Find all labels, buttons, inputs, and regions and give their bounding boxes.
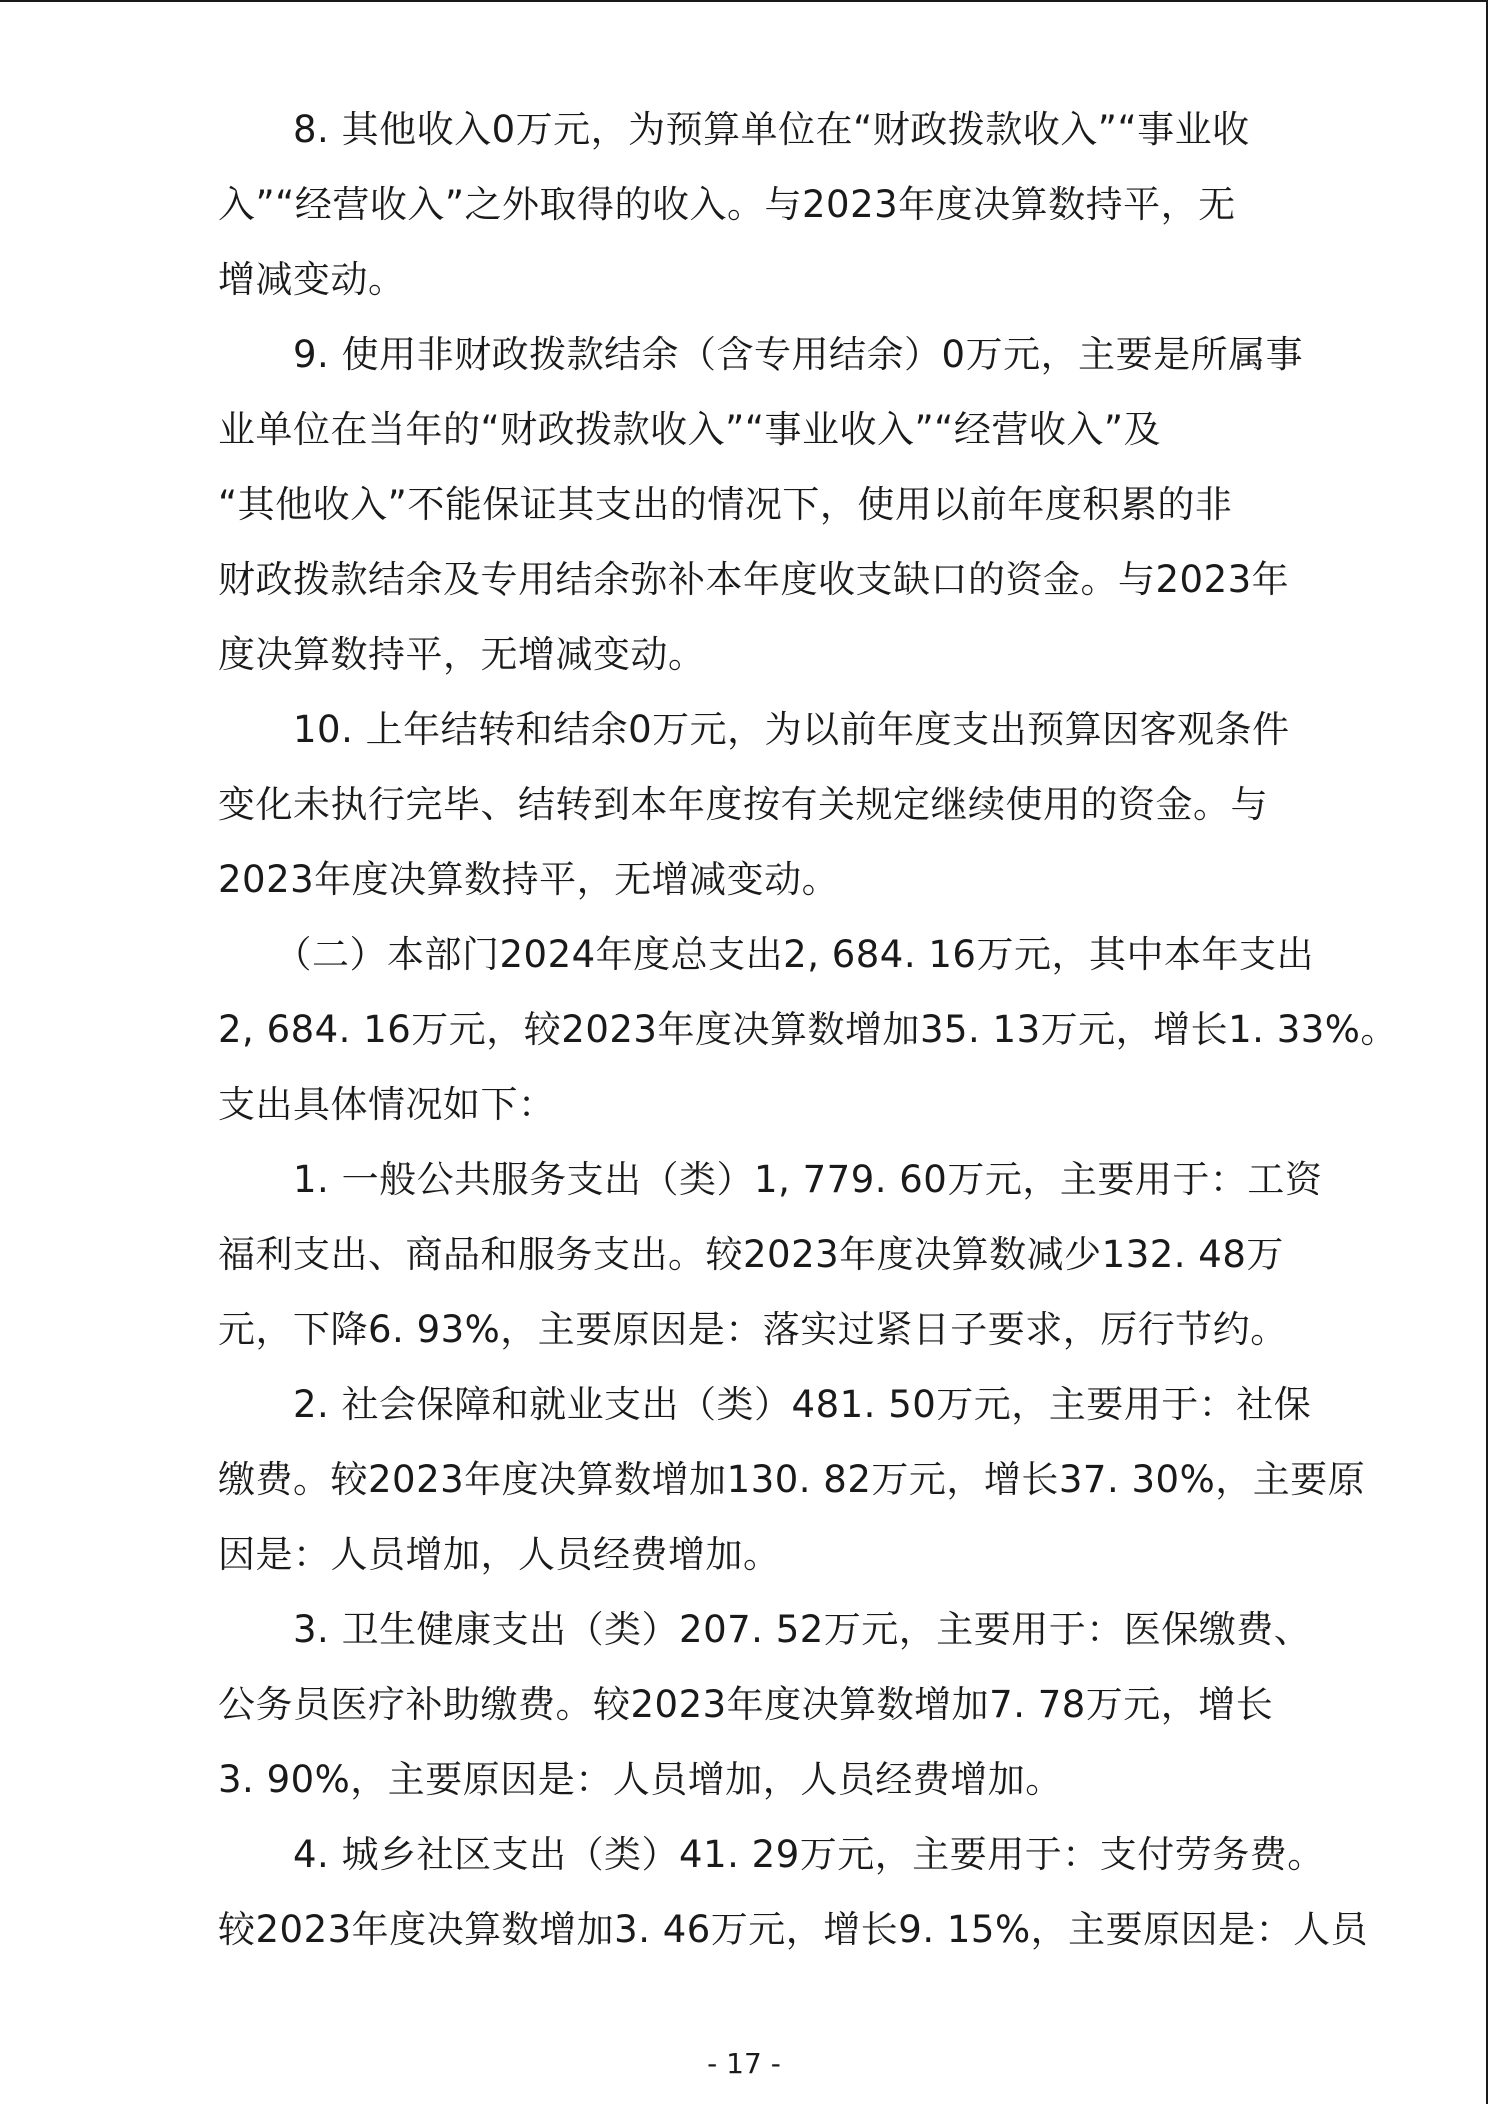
- text-line: 较2023年度决算数增加3. 46万元，增长9. 15%，主要原因是：人员: [218, 1908, 1369, 1951]
- text-line: 8. 其他收入0万元，为预算单位在“财政拨款收入”“事业收: [218, 108, 1250, 151]
- text-line: 2, 684. 16万元，较2023年度决算数增加35. 13万元，增长1. 33%。: [218, 1008, 1398, 1051]
- text-line: 度决算数持平，无增减变动。: [218, 633, 706, 676]
- text-line: 1. 一般公共服务支出（类）1, 779. 60万元，主要用于：工资: [218, 1158, 1323, 1201]
- text-line: 增减变动。: [218, 258, 406, 301]
- page-number: - 17 -: [707, 2047, 781, 2080]
- text-line: “其他收入”不能保证其支出的情况下，使用以前年度积累的非: [218, 483, 1233, 526]
- text-line: 10. 上年结转和结余0万元，为以前年度支出预算因客观条件: [218, 708, 1290, 751]
- text-line: 财政拨款结余及专用结余弥补本年度收支缺口的资金。与2023年: [218, 558, 1290, 601]
- text-line: （二）本部门2024年度总支出2, 684. 16万元，其中本年支出: [218, 933, 1314, 976]
- text-line: 3. 卫生健康支出（类）207. 52万元，主要用于：医保缴费、: [218, 1608, 1312, 1651]
- text-line: 变化未执行完毕、结转到本年度按有关规定继续使用的资金。与: [218, 783, 1268, 826]
- text-line: 福利支出、商品和服务支出。较2023年度决算数减少132. 48万: [218, 1233, 1284, 1276]
- text-line: 2. 社会保障和就业支出（类）481. 50万元，主要用于：社保: [218, 1383, 1312, 1426]
- text-line: 9. 使用非财政拨款结余（含专用结余）0万元，主要是所属事: [218, 333, 1304, 376]
- text-line: 4. 城乡社区支出（类）41. 29万元，主要用于：支付劳务费。: [218, 1833, 1325, 1876]
- text-line: 缴费。较2023年度决算数增加130. 82万元，增长37. 30%，主要原: [218, 1458, 1366, 1501]
- text-line: 元，下降6. 93%，主要原因是：落实过紧日子要求，厉行节约。: [218, 1308, 1288, 1351]
- text-line: 业单位在当年的“财政拨款收入”“事业收入”“经营收入”及: [218, 408, 1162, 451]
- text-line: 因是：人员增加，人员经费增加。: [218, 1533, 781, 1576]
- text-line: 公务员医疗补助缴费。较2023年度决算数增加7. 78万元，增长: [218, 1683, 1274, 1726]
- text-line: 支出具体情况如下：: [218, 1083, 556, 1126]
- text-line: 入”“经营收入”之外取得的收入。与2023年度决算数持平，无: [218, 183, 1236, 226]
- text-line: 3. 90%，主要原因是：人员增加，人员经费增加。: [218, 1758, 1063, 1801]
- text-line: 2023年度决算数持平，无增减变动。: [218, 858, 840, 901]
